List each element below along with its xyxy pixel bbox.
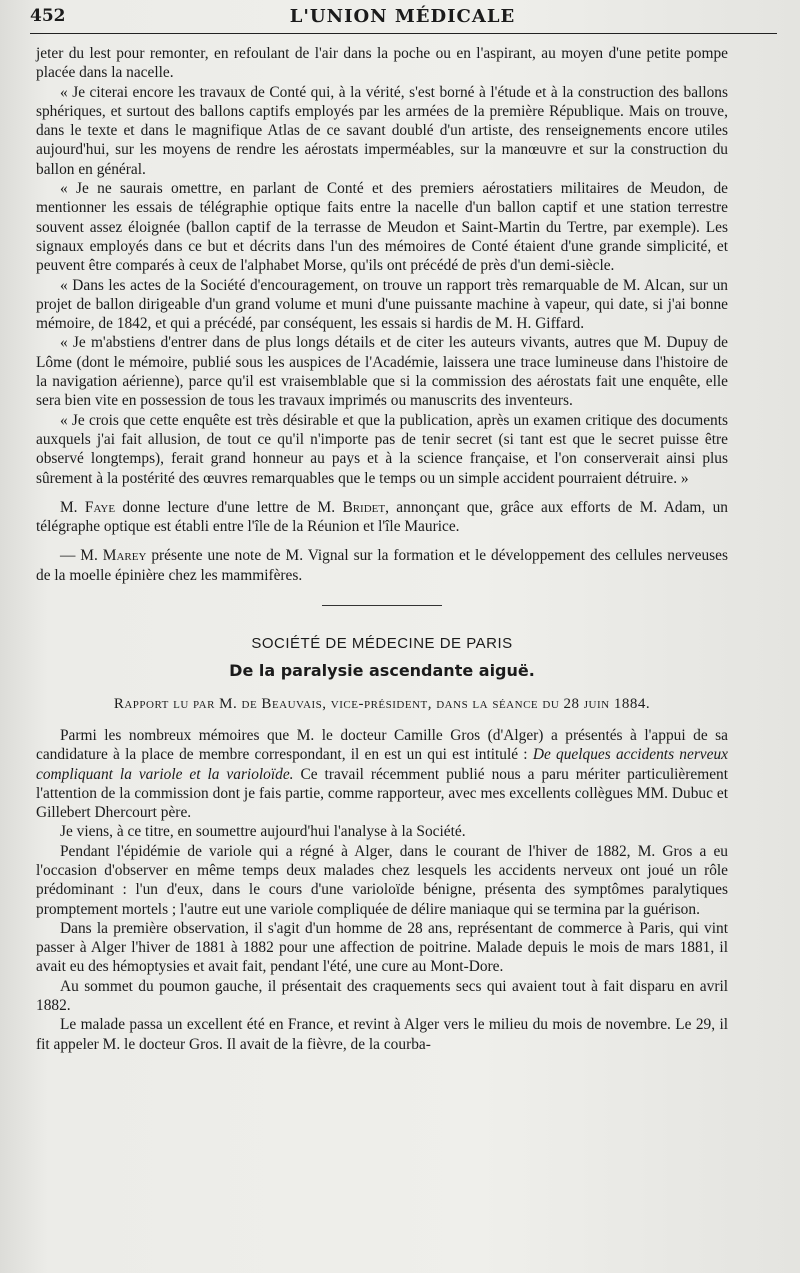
report-prefix: Rapport lu par M. de Beauvais, vice-président, dans la séance du [113, 695, 564, 712]
paragraph: Dans la première observation, il s'agit d'un homme de 28 ans, représentant de commerce à Paris, qui vint passer à Alger l'hiver de 1881 à 1882 pour une affection de poitrine. Malade depuis le mois de mars 1881, il avait eu des hémoptysies et avait fait, pendant l'été, une cure au Mont-Dore. [36, 919, 728, 976]
paragraph: Je viens, à ce titre, en soumettre aujourd'hui l'analyse à la Société. [60, 823, 466, 841]
paragraph: « Je m'abstiens d'entrer dans de plus longs détails et de citer les auteurs vivants, autres que M. Dupuy de Lôme (dont le mémoire, publié sous les auspices de l'Académie, laissera une trace lumineuse dans l'histoire de la navigation aérienne), parce qu'il est vraisemblable que si la commission des aérostats fait une enquête, elle sera bien vite en possession de tous les travaux imprimés ou manuscrits des inventeurs. [36, 334, 728, 410]
paragraph: « Je ne saurais omettre, en parlant de Conté et des premiers aérostatiers militaires de Meudon, de mentionner les essais de télégraphie optique faits entre la nacelle d'un ballon captif et une station terrestre souvent assez éloignée (ballon captif de la terrasse de Meudon et Saint-Martin du Tertre, par exemple). Les signaux employés dans ce but et décrits dans l'un des mémoires de Conté étaient d'une grande simplicité, et peuvent être comparés à ceux de l'alphabet Morse, qu'ils ont précédé de près d'un demi-siècle. [36, 180, 728, 275]
paragraph-text: , annonçant que, grâce aux efforts de M. Adam, un télégraphe optique est établi entre l'île de la Réunion et l'île Maurice. [36, 498, 728, 536]
report-line [36, 695, 728, 714]
paragraph-text: — M. [60, 547, 103, 565]
paragraph-text: présente une note de M. Vignal sur la formation et le développement des cellules nerveuses de la moelle épinière chez les mammifères. [36, 547, 728, 584]
page-header [30, 4, 775, 34]
paragraph-text: Parmi les nombreux mémoires que M. le docteur Camille Gros (d'Alger) a présentés à l'appui de sa candidature à la place de membre correspondant, il en est un qui est intitulé : [36, 726, 728, 764]
person-name: Bridet [342, 498, 386, 516]
paragraph [36, 726, 728, 822]
paragraph-text: Ce travail récemment publié nous a paru mériter particulièrement l'attention de la commission dont je fais partie, comme rapporteur, avec mes excellents collègues MM. Dubuc et Gillebert Dhercourt père. [36, 765, 728, 822]
report-suffix: juin 1884. [579, 695, 651, 712]
cited-title: De quelques accidents nerveux compliquant la variole et la varioloïde. [36, 746, 728, 783]
paragraph: jeter du lest pour remonter, en refoulant de l'air dans la poche ou en l'aspirant, au moyen d'une petite pompe placée dans la nacelle. [36, 45, 728, 82]
page-body [36, 44, 728, 1054]
paragraph: « Je crois que cette enquête est très désirable et que la publication, après un examen critique des documents auxquels j'ai fait allusion, de tout ce qu'il n'importe pas de tenir secret (si tant est que le secret puisse être observé longtemps), ferait grand honneur au pays et à la science française, et l'on conserverait ainsi plus sûrement à la postérité des œuvres remarquables que le temps ou un simple accident pourraient détruire. » [36, 411, 728, 487]
person-name: M. Faye [60, 498, 116, 516]
paragraph: Le malade passa un excellent été en France, et revint à Alger vers le milieu du mois de novembre. Le 29, il fit appeler M. le docteur Gros. Il avait de la fièvre, de la courba- [36, 1016, 728, 1053]
section-divider [322, 605, 442, 606]
header-rule [30, 33, 777, 34]
society-heading: SOCIÉTÉ DE MÉDECINE DE PARIS [251, 635, 513, 653]
report-date: 28 [563, 695, 580, 712]
running-title: L'UNION MÉDICALE [289, 6, 516, 27]
paragraph: Pendant l'épidémie de variole qui a régné à Alger, dans le courant de l'hiver de 1882, M. Gros a eu l'occasion d'observer en même temps deux malades chez lesquels les accidents nerveux ont joué un rôle prédominant : l'un d'eux, dans le cours d'une varioloïde bénigne, présenta des symptômes paralytiques promptement mortels ; l'autre eut une variole compliquée de délire maniaque qui se termina par la guérison. [36, 842, 728, 918]
page-number: 452 [30, 6, 66, 26]
person-name: Marey [102, 547, 147, 565]
paragraph [36, 498, 728, 537]
paragraph [36, 546, 728, 585]
paragraph: « Dans les actes de la Société d'encouragement, on trouve un rapport très remarquable de M. Alcan, sur un projet de ballon dirigeable d'un grand volume et muni d'une puissante machine à vapeur, qui date, si j'ai bonne mémoire, de 1842, et qui a précédé, par conséquent, les essais si hardis de M. H. Giffard. [36, 276, 728, 333]
paragraph: Au sommet du poumon gauche, il présentait des craquements secs qui avaient tout à fait disparu en avril 1882. [36, 977, 728, 1015]
paragraph: « Je citerai encore les travaux de Conté qui, à la vérité, s'est borné à l'étude et à la construction des ballons sphériques, et surtout des ballons captifs employés par les armées de la première République. Mais on trouve, dans le texte et dans le magnifique Atlas de ce savant doublé d'un artiste, des renseignements encore utiles aujourd'hui, sur les moyens de rendre les aérostats imperméables, sur la manœuvre et sur la construction du ballon en général. [36, 83, 728, 178]
paragraph-text: donne lecture d'une lettre de M. [115, 498, 343, 516]
article-title: De la paralysie ascendante aiguë. [229, 661, 535, 681]
